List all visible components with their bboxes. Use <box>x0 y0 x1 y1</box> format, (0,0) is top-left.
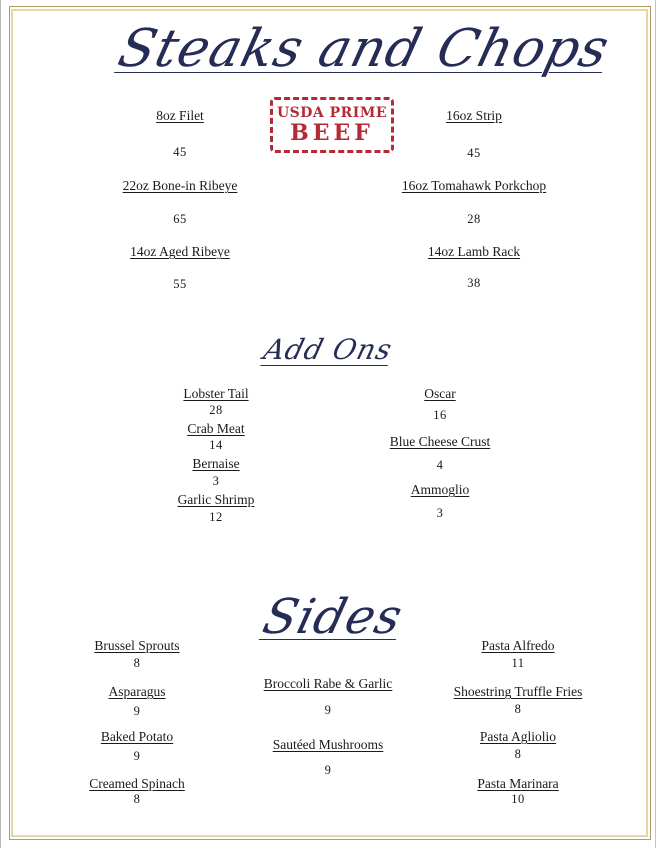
menu-item-price: 8 <box>133 792 141 806</box>
menu-item-name: 8oz Filet <box>156 108 204 123</box>
stamp-line-1: USDA PRIME <box>276 105 388 121</box>
menu-item-price: 9 <box>324 703 332 717</box>
menu-item-name: Baked Potato <box>100 729 174 744</box>
menu-item-price: 3 <box>212 474 220 488</box>
addons-section-title <box>223 330 433 370</box>
steaks-title-text: Steaks and Chops <box>112 19 616 79</box>
menu-item-price: 9 <box>133 704 141 718</box>
menu-item-name: Creamed Spinach <box>89 776 185 791</box>
menu-item-name: 14oz Lamb Rack <box>427 244 521 259</box>
menu-item-name: Sautéed Mushrooms <box>272 737 384 752</box>
menu-item-name: Pasta Agliolio <box>479 729 557 744</box>
menu-item-name: Ammoglio <box>410 482 470 497</box>
menu-item-price: 12 <box>209 510 223 524</box>
menu-item-price: 28 <box>467 212 481 226</box>
usda-prime-beef-stamp <box>270 97 394 153</box>
menu-item-price: 9 <box>133 749 141 763</box>
addons-title-text: Add Ons <box>260 333 396 366</box>
menu-item-price: 65 <box>173 212 187 226</box>
stamp-line-2: BEEF <box>290 120 374 146</box>
menu-item-name: 22oz Bone-in Ribeye <box>122 178 238 193</box>
menu-item-name: Shoestring Truffle Fries <box>453 684 583 699</box>
menu-item-price: 45 <box>467 146 481 160</box>
menu-item-name: Lobster Tail <box>183 386 249 401</box>
menu-item-name: Brussel Sprouts <box>94 638 180 653</box>
menu-item-price: 28 <box>209 403 223 417</box>
steaks-section-title <box>111 14 616 84</box>
menu-item-price: 8 <box>514 747 522 761</box>
menu-item-price: 14 <box>209 438 223 452</box>
menu-item-name: Oscar <box>424 386 456 401</box>
menu-item-price: 16 <box>433 408 447 422</box>
sides-section-title <box>240 584 426 650</box>
menu-item-name: Pasta Marinara <box>477 776 559 791</box>
menu-item-name: 16oz Tomahawk Porkchop <box>401 178 547 193</box>
page-edge-left <box>0 0 1 848</box>
menu-item-name: Pasta Alfredo <box>481 638 555 653</box>
sides-title-text: Sides <box>257 589 409 645</box>
menu-item-price: 55 <box>173 277 187 291</box>
menu-item-name: Bernaise <box>192 456 240 471</box>
menu-item-name: Asparagus <box>108 684 166 699</box>
menu-item-name: Broccoli Rabe & Garlic <box>263 676 393 691</box>
menu-item-price: 11 <box>511 656 525 670</box>
menu-item-price: 8 <box>514 702 522 716</box>
menu-item-name: Garlic Shrimp <box>177 492 255 507</box>
menu-item-price: 45 <box>173 145 187 159</box>
menu-item-price: 10 <box>511 792 525 806</box>
menu-item-price: 4 <box>436 458 444 472</box>
menu-item-price: 38 <box>467 276 481 290</box>
menu-item-name: 14oz Aged Ribeye <box>130 244 230 259</box>
menu-item-price: 8 <box>133 656 141 670</box>
menu-item-name: Blue Cheese Crust <box>389 434 491 449</box>
menu-item-name: 16oz Strip <box>446 108 502 123</box>
menu-item-price: 3 <box>436 506 444 520</box>
menu-item-name: Crab Meat <box>187 421 245 436</box>
menu-item-price: 9 <box>324 763 332 777</box>
page-edge-right <box>655 0 656 848</box>
